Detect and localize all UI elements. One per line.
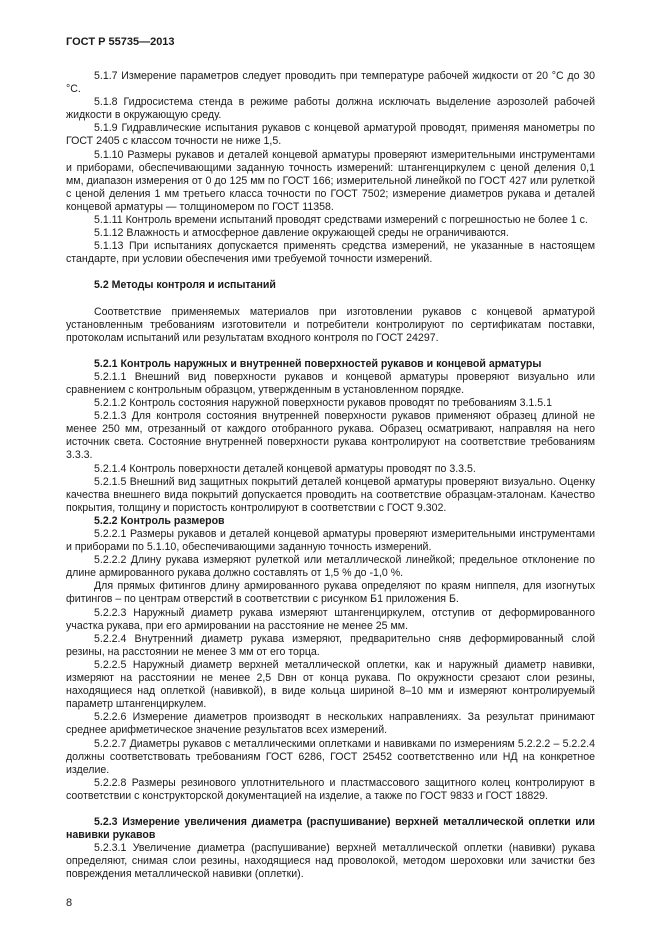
paragraph: 5.2.1.5 Внешний вид защитных покрытий деталей концевой арматуры проверяют визуально. Оценку качества внешнего вида покрытий допускается проводить на соответствие образцам-эталонам. Качество покрытия, толщину и пористость контролируют в соответствии с ГОСТ 9.302. bbox=[66, 475, 595, 514]
paragraph: 5.1.13 При испытаниях допускается применять средства измерений, не указанные в настоящем стандарте, при условии обеспечения ими требуемой точности измерений. bbox=[66, 240, 595, 266]
section-heading: 5.2.3 Измерение увеличения диаметра (распушивание) верхней металлической оплетки или навивки рукавов bbox=[66, 815, 595, 842]
paragraph: 5.1.9 Гидравлические испытания рукавов с концевой арматурой проводят, применяя манометры по ГОСТ 2405 с классом точности не ниже 1,5. bbox=[66, 122, 595, 148]
paragraph: 5.2.2.4 Внутренний диаметр рукава измеряют, предварительно сняв деформированный слой резины, на расстоянии не менее 3 мм от его торца. bbox=[66, 632, 595, 658]
paragraph: 5.2.2.8 Размеры резинового уплотнительного и пластмассового защитного колец контролируют в соответствии с конструкторской документацией на изделие, а также по ГОСТ 9833 и ГОСТ 18829. bbox=[66, 776, 595, 802]
paragraph: Для прямых фитингов длину армированного рукава определяют по краям ниппеля, для изогнутых фитингов – по центрам отверстий в соответствии с рисунком Б1 приложения Б. bbox=[66, 580, 595, 606]
paragraph: 5.1.8 Гидросистема стенда в режиме работы должна исключать выделение аэрозолей рабочей жидкости в окружающую среду. bbox=[66, 96, 595, 122]
section-heading: 5.2.1 Контроль наружных и внутренней поверхностей рукавов и концевой арматуры bbox=[94, 357, 542, 370]
page-number: 8 bbox=[66, 897, 73, 909]
paragraph: 5.1.12 Влажность и атмосферное давление окружающей среды не ограничиваются. bbox=[94, 227, 509, 240]
paragraph: 5.2.1.2 Контроль состояния наружной поверхности рукавов проводят по требованиям 3.1.5.1 bbox=[94, 397, 552, 410]
paragraph: 5.2.2.7 Диаметры рукавов с металлическими оплетками и навивками по измерениям 5.2.2.2 – 5.2.2.4 должны соответствовать требованиям ГОСТ 6286, ГОСТ 25452 соответственно или НД на конкретное изделие. bbox=[66, 737, 595, 776]
document-body bbox=[66, 70, 595, 881]
paragraph: 5.2.2.6 Измерение диаметров производят в нескольких направлениях. За результат принимают среднее арифметическое значение результатов всех измерений. bbox=[66, 711, 595, 737]
paragraph: 5.2.2.2 Длину рукава измеряют рулеткой или металлической линейкой; предельное отклонение по длине армированного рукава должно составлять от 1,5 % до -1,0 %. bbox=[66, 554, 595, 580]
paragraph: 5.2.1.4 Контроль поверхности деталей концевой арматуры проводят по 3.3.5. bbox=[94, 462, 476, 475]
paragraph: 5.1.7 Измерение параметров следует проводить при температуре рабочей жидкости от 20 °С до 30 °С. bbox=[66, 70, 595, 96]
paragraph: 5.2.1.1 Внешний вид поверхности рукавов и концевой арматуры проверяют визуально или сравнением с контрольным образцом, утвержденным в установленном порядке. bbox=[66, 370, 595, 396]
paragraph: 5.2.2.5 Наружный диаметр верхней металлической оплетки, как и наружный диаметр навивки, измеряют на расстоянии не менее 2,5 Dвн от конца рукава. По окружности срезают слои резины, находящиеся над оплеткой (навивкой), в виде кольца шириной 8–10 мм и измеряют контролируемый параметр штангенциркулем. bbox=[66, 658, 595, 711]
paragraph: Соответствие применяемых материалов при изготовлении рукавов с концевой арматурой установленным требованиям изготовители и потребители контролируют по сертификатам поставки, протоколам испытаний или результатам входного контроля по ГОСТ 24297. bbox=[66, 305, 595, 344]
paragraph: 5.2.2.3 Наружный диаметр рукава измеряют штангенциркулем, отступив от деформированного участка рукава, при его армировании на расстояние не менее 25 мм. bbox=[66, 606, 595, 632]
document-header: ГОСТ Р 55735—2013 bbox=[66, 36, 175, 48]
paragraph: 5.2.1.3 Для контроля состояния внутренней поверхности рукавов применяют образец длиной не менее 250 мм, отрезанный от каждого отобранного рукава. Образец осматривают, направляя на него источник света. Состояние внутренней поверхности рукава контролируют на соответствие требованиям 3.3.3. bbox=[66, 410, 595, 462]
paragraph: 5.1.11 Контроль времени испытаний проводят средствами измерений с погрешностью не более 1 с. bbox=[94, 214, 588, 227]
paragraph: 5.2.3.1 Увеличение диаметра (распушивание) верхней металлической оплетки (навивки) рукава определяют, снимая слои резины, находящиеся над проволокой, методом шероховки или зачистки без повреждения металлической навивки (оплетки). bbox=[66, 842, 595, 881]
paragraph: 5.1.10 Размеры рукавов и деталей концевой арматуры проверяют измерительными инструментами и приборами, обеспечивающими заданную точность измерений: штангенциркулем с ценой деления 0,1 мм, диапазон измерения от 0 до 125 мм по ГОСТ 166; измерительной линейкой по ГОСТ 427 или рулеткой с ценой деления 1 мм третьего класса точности по ГОСТ 7502; измерение диаметров рукава и деталей концевой арматуры — толщиномером по ГОСТ 11358. bbox=[66, 148, 595, 213]
paragraph: 5.2.2.1 Размеры рукавов и деталей концевой арматуры проверяют измерительными инструментами и приборами по 5.1.10, обеспечивающими заданную точность измерений. bbox=[66, 528, 595, 554]
section-heading: 5.2.2 Контроль размеров bbox=[94, 514, 225, 527]
section-heading: 5.2 Методы контроля и испытаний bbox=[94, 279, 276, 292]
